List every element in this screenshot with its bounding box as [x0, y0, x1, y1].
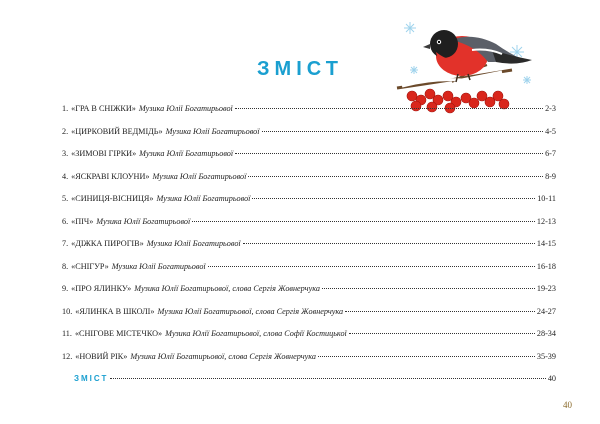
- toc-item[interactable]: [62, 104, 556, 127]
- toc-dot-leader: [262, 130, 544, 132]
- toc-item-number: 1.: [62, 104, 69, 113]
- toc-dot-leader: [248, 175, 543, 177]
- toc-item-song-title: «НОВИЙ РІК»: [75, 351, 128, 361]
- toc-item-song-title: «ЯСКРАВІ КЛОУНИ»: [71, 171, 150, 181]
- toc-item-pages: 12-13: [536, 216, 556, 226]
- toc-item-pages: 10-11: [537, 194, 556, 203]
- toc-dot-leader: [322, 287, 535, 289]
- toc-item-song-title: «ГРА В СНІЖКИ»: [71, 104, 136, 113]
- toc-dot-leader: [235, 107, 543, 109]
- toc-item-pages: 2-3: [545, 104, 556, 113]
- toc-dot-leader: [192, 220, 535, 222]
- toc-dot-leader: [208, 265, 535, 267]
- toc-item-number: 11.: [62, 329, 72, 338]
- toc-item[interactable]: [62, 329, 556, 352]
- toc-item-song-title: «ЯЛИНКА В ШКОЛІ»: [75, 306, 155, 316]
- toc-item[interactable]: [62, 149, 556, 172]
- toc-dot-leader: [345, 310, 535, 312]
- toc-item-number: 8.: [62, 261, 69, 271]
- toc-item-song-title: «СНІГУР»: [71, 261, 109, 271]
- toc-item[interactable]: [62, 127, 556, 150]
- toc-item[interactable]: [62, 307, 556, 330]
- toc-item-song-title: «ЗИМОВІ ГІРКИ»: [71, 149, 137, 158]
- toc-item-song-title: «СИНИЦЯ-ВІСНИЦЯ»: [71, 194, 154, 203]
- toc-item-song-title: «ЦИРКОВИЙ ВЕДМІДЬ»: [71, 126, 163, 136]
- toc-item-number: 9.: [62, 284, 69, 293]
- toc-item-number: 2.: [62, 126, 69, 136]
- toc-item-pages: 35-39: [536, 351, 556, 361]
- table-of-contents: [62, 104, 556, 397]
- toc-item-credit: Музика Юлії Богатирьової: [111, 261, 206, 271]
- toc-item-song-title: «ДІЖКА ПИРОГІВ»: [71, 239, 144, 248]
- toc-item-pages: 14-15: [536, 239, 556, 248]
- toc-item-summary[interactable]: [62, 374, 556, 397]
- toc-item-credit: Музика Юлії Богатирьової: [96, 216, 191, 226]
- toc-item-credit: Музика Юлії Богатирьової: [152, 171, 247, 181]
- toc-item-credit: Музика Юлії Богатирьової, слова Сергія Жовнерчука: [130, 351, 316, 361]
- toc-item-number: 6.: [62, 216, 69, 226]
- toc-item-pages: 19-23: [536, 284, 556, 293]
- toc-item[interactable]: [62, 284, 556, 307]
- toc-item[interactable]: [62, 172, 556, 195]
- toc-item-song-title: «ПІЧ»: [71, 216, 94, 226]
- toc-item-credit: Музика Юлії Богатирьової, слова Софії Костицької: [165, 329, 347, 338]
- toc-item-pages: 6-7: [545, 149, 556, 158]
- toc-summary-page: 40: [547, 374, 556, 383]
- toc-item-pages: 24-27: [536, 306, 556, 316]
- toc-item-pages: 28-34: [536, 329, 556, 338]
- toc-dot-leader: [349, 332, 535, 334]
- toc-item-credit: Музика Юлії Богатирьової, слова Сергія Жовнерчука: [134, 284, 320, 293]
- toc-dot-leader: [318, 355, 535, 357]
- toc-item-song-title: «ПРО ЯЛИНКУ»: [71, 284, 132, 293]
- toc-item-credit: Музика Юлії Богатирьової: [165, 126, 260, 136]
- toc-dot-leader: [243, 242, 535, 244]
- toc-item-song-title: «СНІГОВЕ МІСТЕЧКО»: [74, 329, 163, 338]
- toc-item-credit: Музика Юлії Богатирьової: [139, 149, 234, 158]
- toc-item-pages: 4-5: [545, 126, 556, 136]
- toc-item[interactable]: [62, 262, 556, 285]
- toc-item-credit: Музика Юлії Богатирьової, слова Сергія Жовнерчука: [157, 306, 344, 316]
- toc-dot-leader: [252, 197, 535, 199]
- toc-item[interactable]: [62, 217, 556, 240]
- toc-item-number: 5.: [62, 194, 69, 203]
- page-title: ЗМІСТ: [257, 58, 343, 80]
- toc-item-number: 4.: [62, 171, 69, 181]
- toc-item-pages: 8-9: [545, 171, 556, 181]
- toc-item-credit: Музика Юлії Богатирьової: [138, 104, 233, 113]
- toc-item-number: 12.: [62, 351, 73, 361]
- toc-item-number: 3.: [62, 149, 69, 158]
- toc-item-number: 10.: [62, 306, 73, 316]
- toc-item[interactable]: [62, 352, 556, 375]
- toc-dot-leader: [110, 377, 545, 379]
- toc-dot-leader: [235, 152, 543, 154]
- toc-summary-label: ЗМІСТ: [74, 374, 109, 383]
- toc-item-pages: 16-18: [536, 261, 556, 271]
- toc-item-number: 7.: [62, 239, 69, 248]
- toc-item-credit: Музика Юлії Богатирьової: [146, 239, 241, 248]
- toc-item[interactable]: [62, 194, 556, 217]
- toc-item[interactable]: [62, 239, 556, 262]
- page-number: 40: [563, 400, 572, 410]
- toc-item-credit: Музика Юлії Богатирьової: [156, 194, 251, 203]
